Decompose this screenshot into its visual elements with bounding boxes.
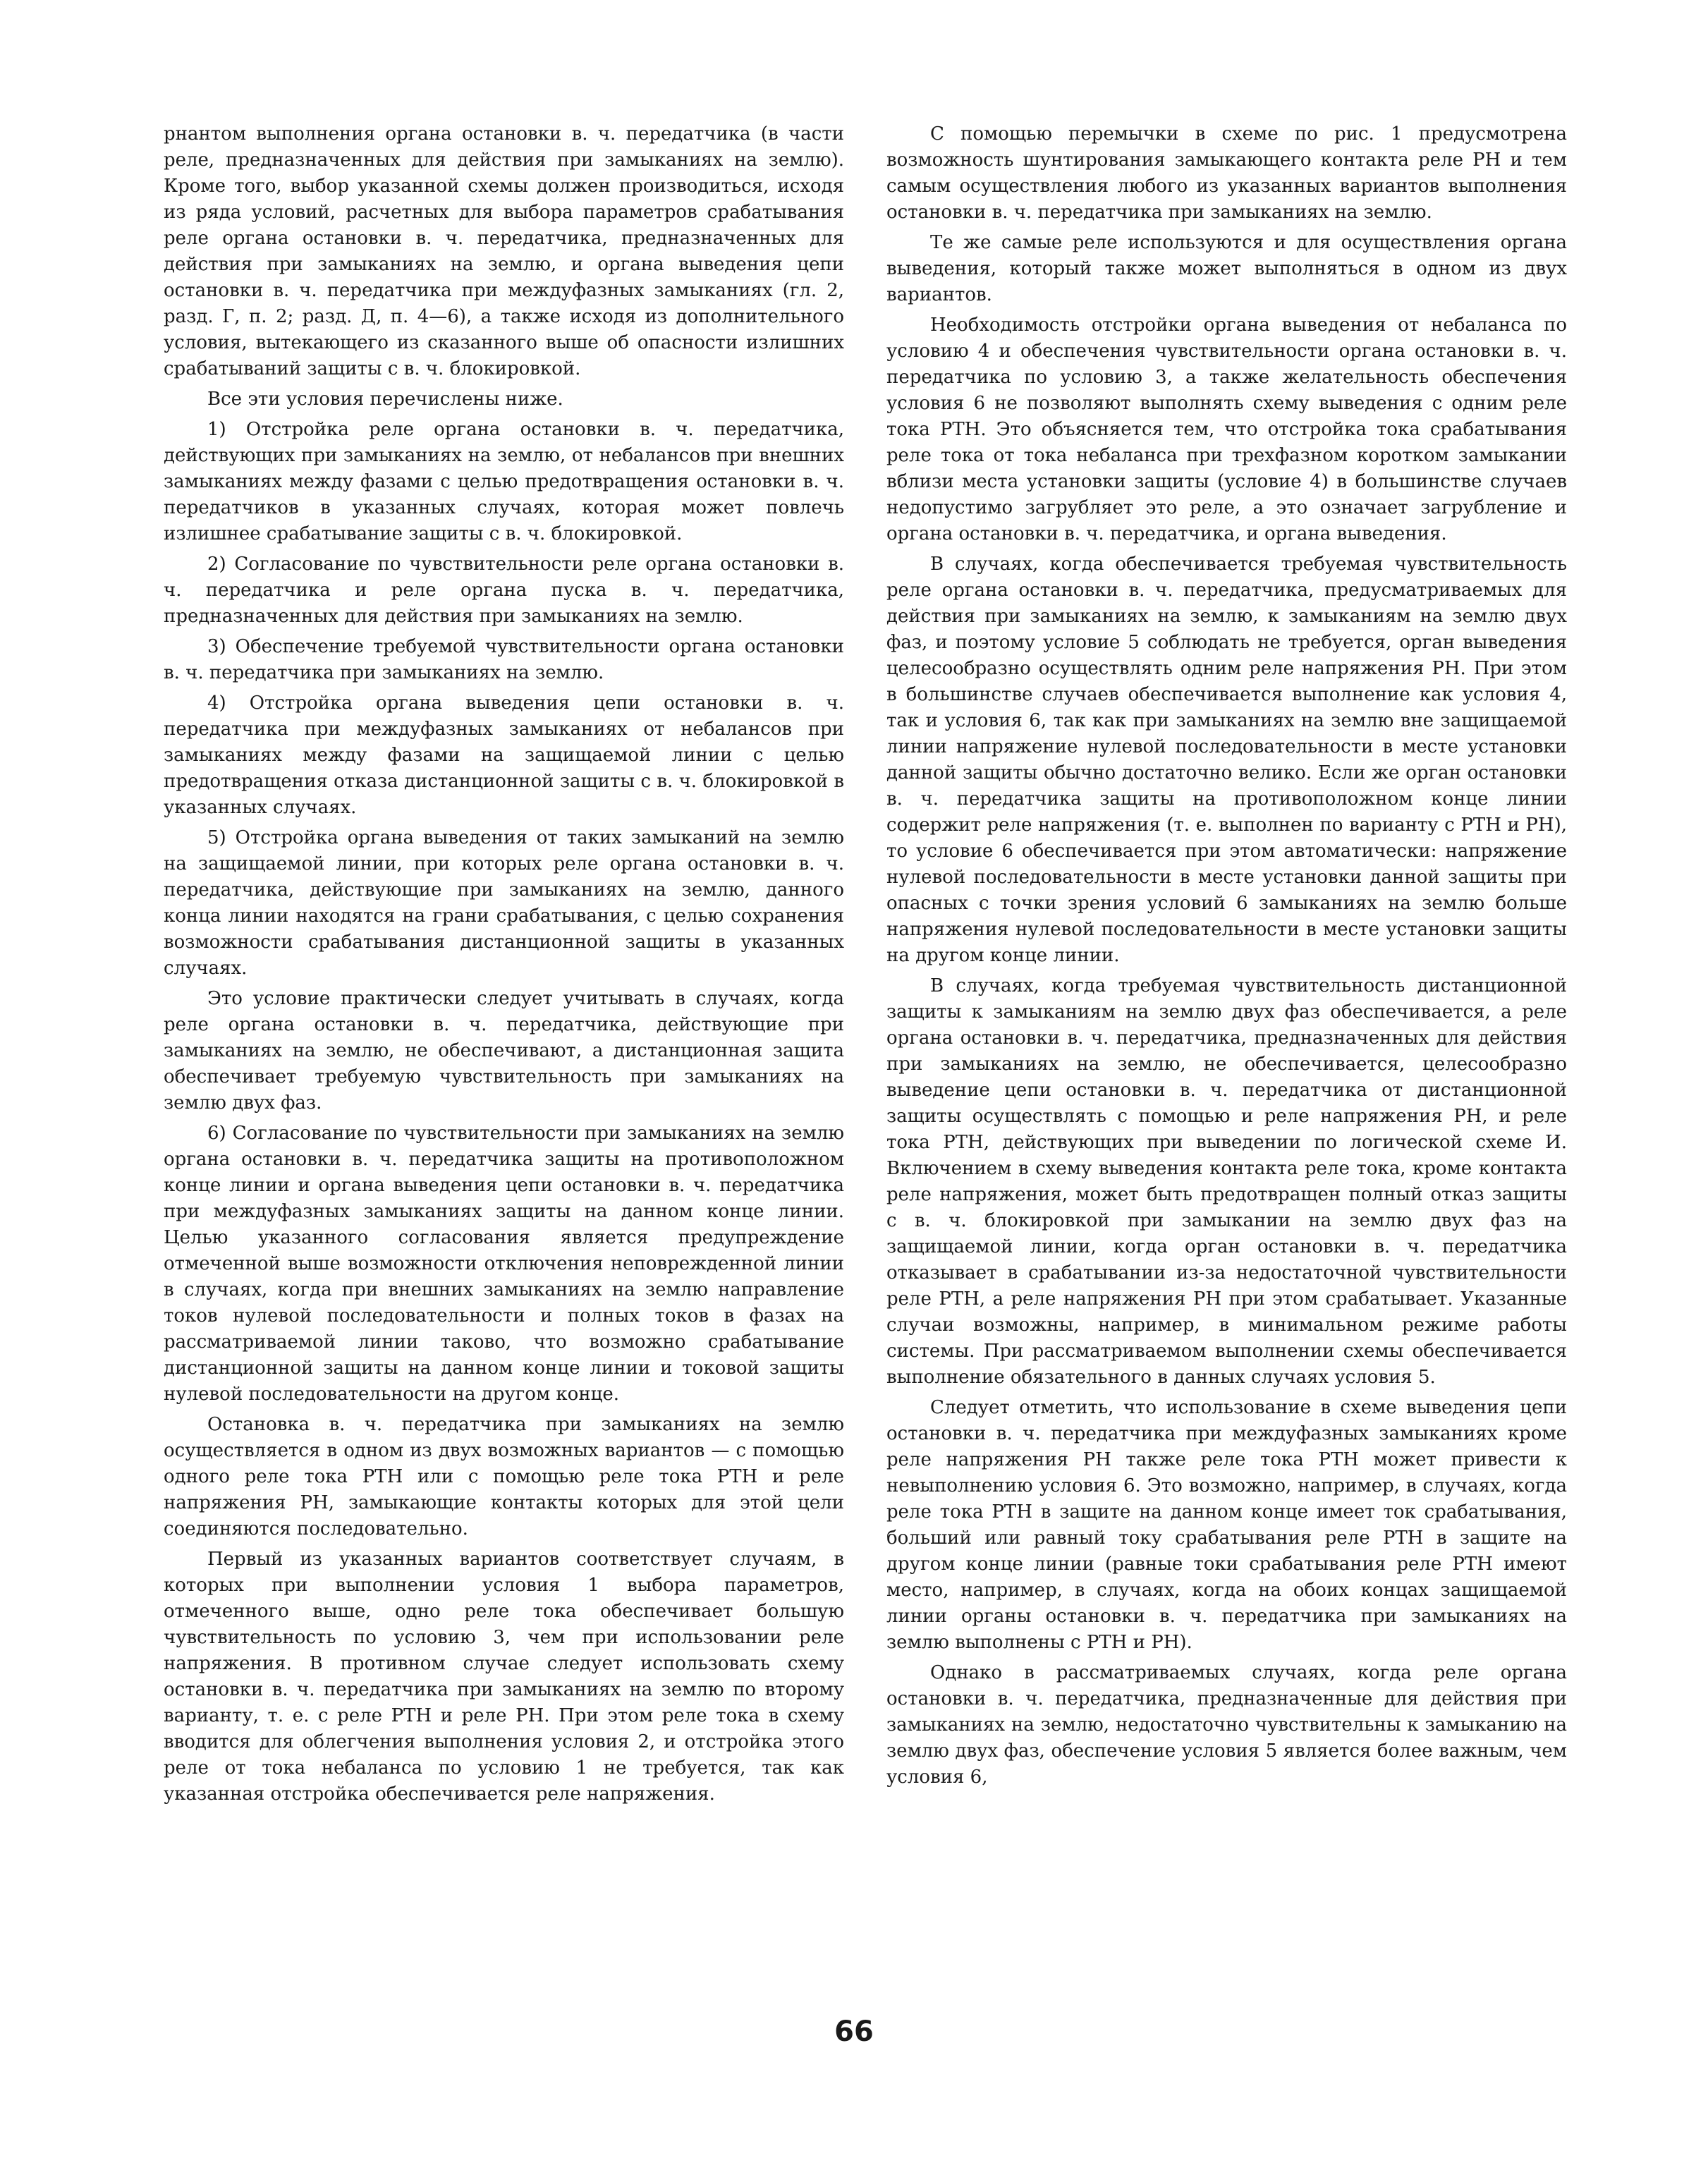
- right-text-column: [886, 121, 1567, 1795]
- paragraph: Необходимость отстройки органа выведения от небаланса по условию 4 и обеспечения чувствительности органа остановки в. ч. передатчика по условию 3, а также желательность обеспечения условия 6 не позволяют выполнять схему выведения с одним реле тока РТН. Это объясняется тем, что отстройка тока срабатывания реле тока от тока небаланса при трехфазном коротком замыкании вблизи места установки защиты (условие 4) в большинстве случаев недопустимо загрубляет это реле, а это означает загрубление и органа остановки в. ч. передатчика, и органа выведения.: [886, 315, 1567, 544]
- paragraph: рнантом выполнения органа остановки в. ч. передатчика (в части реле, предназначенных для действия при замыканиях на землю). Кроме того, выбор указанной схемы должен производиться, исходя из ряда условий, расчетных для выбора параметров срабатывания реле органа остановки в. ч. передатчика, предназначенных для действия при замыканиях на землю, и органа выведения цепи остановки в. ч. передатчика при междуфазных замыканиях (гл. 2, разд. Г, п. 2; разд. Д, п. 4—6), а также исходя из дополнительного условия, вытекающего из сказанного выше об опасности излишних срабатываний защиты с в. ч. блокировкой.: [164, 123, 844, 379]
- paragraph: Остановка в. ч. передатчика при замыканиях на землю осуществляется в одном из двух возможных вариантов — с помощью одного реле тока РТН или с помощью реле тока РТН и реле напряжения РН, замыкающие контакты которых для этой цели соединяются последовательно.: [164, 1414, 844, 1539]
- paragraph: Те же самые реле используются и для осуществления органа выведения, который также может выполняться в одном из двух вариантов.: [886, 232, 1567, 305]
- paragraph: С помощью перемычки в схеме по рис. 1 предусмотрена возможность шунтирования замыкающего контакта реле РН и тем самым осуществления любого из указанных вариантов выполнения остановки в. ч. передатчика при замыканиях на землю.: [886, 123, 1567, 223]
- paragraph: 4) Отстройка органа выведения цепи остановки в. ч. передатчика при междуфазных замыканиях от небалансов при замыканиях между фазами на защищаемой линии с целью предотвращения отказа дистанционной защиты с в. ч. блокировкой в указанных случаях.: [164, 693, 844, 818]
- paragraph: В случаях, когда обеспечивается требуемая чувствительность реле органа остановки в. ч. передатчика, предусматриваемых для действия при замыканиях на землю, к замыканиям на землю двух фаз, и поэтому условие 5 соблюдать не требуется, орган выведения целесообразно осуществлять одним реле напряжения РН. При этом в большинстве случаев обеспечивается выполнение как условия 4, так и условия 6, так как при замыканиях на землю вне защищаемой линии напряжение нулевой последовательности в месте установки данной защиты обычно достаточно велико. Если же орган остановки в. ч. передатчика защиты на противоположном конце линии содержит реле напряжения (т. е. выполнен по варианту с РТН и РН), то условие 6 обеспечивается при этом автоматически: напряжение нулевой последовательности в месте установки данной защиты при опасных с точки зрения условий 6 замыканиях на землю больше напряжения нулевой последовательности в месте установки защиты на другом конце линии.: [886, 554, 1567, 966]
- paragraph: 5) Отстройка органа выведения от таких замыканий на землю на защищаемой линии, при которых реле органа остановки в. ч. передатчика, действующие при замыканиях на землю, данного конца линии находятся на грани срабатывания, с целью сохранения возможности срабатывания дистанционной защиты в указанных случаях.: [164, 827, 844, 979]
- paragraph: В случаях, когда требуемая чувствительность дистанционной защиты к замыканиям на землю двух фаз обеспечивается, а реле органа остановки в. ч. передатчика, предназначенных для действия при замыканиях на землю, не обеспечивается, целесообразно выведение цепи остановки в. ч. передатчика от дистанционной защиты осуществлять с помощью и реле напряжения РН, и реле тока РТН, действующих при выведении по логической схеме И. Включением в схему выведения контакта реле тока, кроме контакта реле напряжения, может быть предотвращен полный отказ защиты с в. ч. блокировкой при замыкании на землю двух фаз на защищаемой линии, когда орган остановки в. ч. передатчика отказывает в срабатывании из-за недостаточной чувствительности реле РТН, а реле напряжения РН при этом срабатывает. Указанные случаи возможны, например, в минимальном режиме работы системы. При рассматриваемом выполнении схемы обеспечивается выполнение обязательного в данных случаях условия 5.: [886, 975, 1567, 1388]
- left-text-column: [164, 121, 844, 1812]
- paragraph: Однако в рассматриваемых случаях, когда реле органа остановки в. ч. передатчика, предназначенные для действия при замыканиях на землю, недостаточно чувствительны к замыканию на землю двух фаз, обеспечение условия 5 является более важным, чем условия 6,: [886, 1662, 1567, 1788]
- paragraph: 1) Отстройка реле органа остановки в. ч. передатчика, действующих при замыканиях на землю, от небалансов при внешних замыканиях между фазами с целью предотвращения остановки в. ч. передатчиков в указанных случаях, которая может повлечь излишнее срабатывание защиты с в. ч. блокировкой.: [164, 419, 844, 544]
- paragraph: 2) Согласование по чувствительности реле органа остановки в. ч. передатчика и реле органа пуска в. ч. передатчика, предназначенных для действия при замыканиях на землю.: [164, 554, 844, 627]
- page-number: 66: [834, 2015, 874, 2048]
- paragraph: 6) Согласование по чувствительности при замыканиях на землю органа остановки в. ч. передатчика защиты на противоположном конце линии и органа выведения цепи остановки в. ч. передатчика при междуфазных замыканиях защиты на данном конце линии. Целью указанного согласования является предупреждение отмеченной выше возможности отключения неповрежденной линии в случаях, когда при внешних замыканиях на землю направление токов нулевой последовательности и полных токов в фазах на рассматриваемой линии таково, что возможно срабатывание дистанционной защиты на данном конце линии и токовой защиты нулевой последовательности на другом конце.: [164, 1123, 844, 1405]
- paragraph: 3) Обеспечение требуемой чувствительности органа остановки в. ч. передатчика при замыканиях на землю.: [164, 636, 844, 683]
- paragraph: Первый из указанных вариантов соответствует случаям, в которых при выполнении условия 1 выбора параметров, отмеченного выше, одно реле тока обеспечивает большую чувствительность по условию 3, чем при использовании реле напряжения. В противном случае следует использовать схему остановки в. ч. передатчика при замыканиях на землю по второму варианту, т. е. с реле РТН и реле РН. При этом реле тока в схему вводится для облегчения выполнения условия 2, и отстройка этого реле от тока небаланса по условию 1 не требуется, так как указанная отстройка обеспечивается реле напряжения.: [164, 1549, 844, 1805]
- paragraph: Это условие практически следует учитывать в случаях, когда реле органа остановки в. ч. передатчика, действующие при замыканиях на землю, не обеспечивают, а дистанционная защита обеспечивает требуемую чувствительность при замыканиях на землю двух фаз.: [164, 988, 844, 1114]
- paragraph: Все эти условия перечислены ниже.: [207, 389, 563, 410]
- paragraph: Следует отметить, что использование в схеме выведения цепи остановки в. ч. передатчика при междуфазных замыканиях кроме реле напряжения РН также реле тока РТН может привести к невыполнению условия 6. Это возможно, например, в случаях, когда реле тока РТН в защите на данном конце имеет ток срабатывания, больший или равный току срабатывания реле РТН в защите на другом конце линии (равные токи срабатывания реле РТН имеют место, например, в случаях, когда на обоих концах защищаемой линии органы остановки в. ч. передатчика при замыканиях на землю выполнены с РТН и РН).: [886, 1397, 1567, 1653]
